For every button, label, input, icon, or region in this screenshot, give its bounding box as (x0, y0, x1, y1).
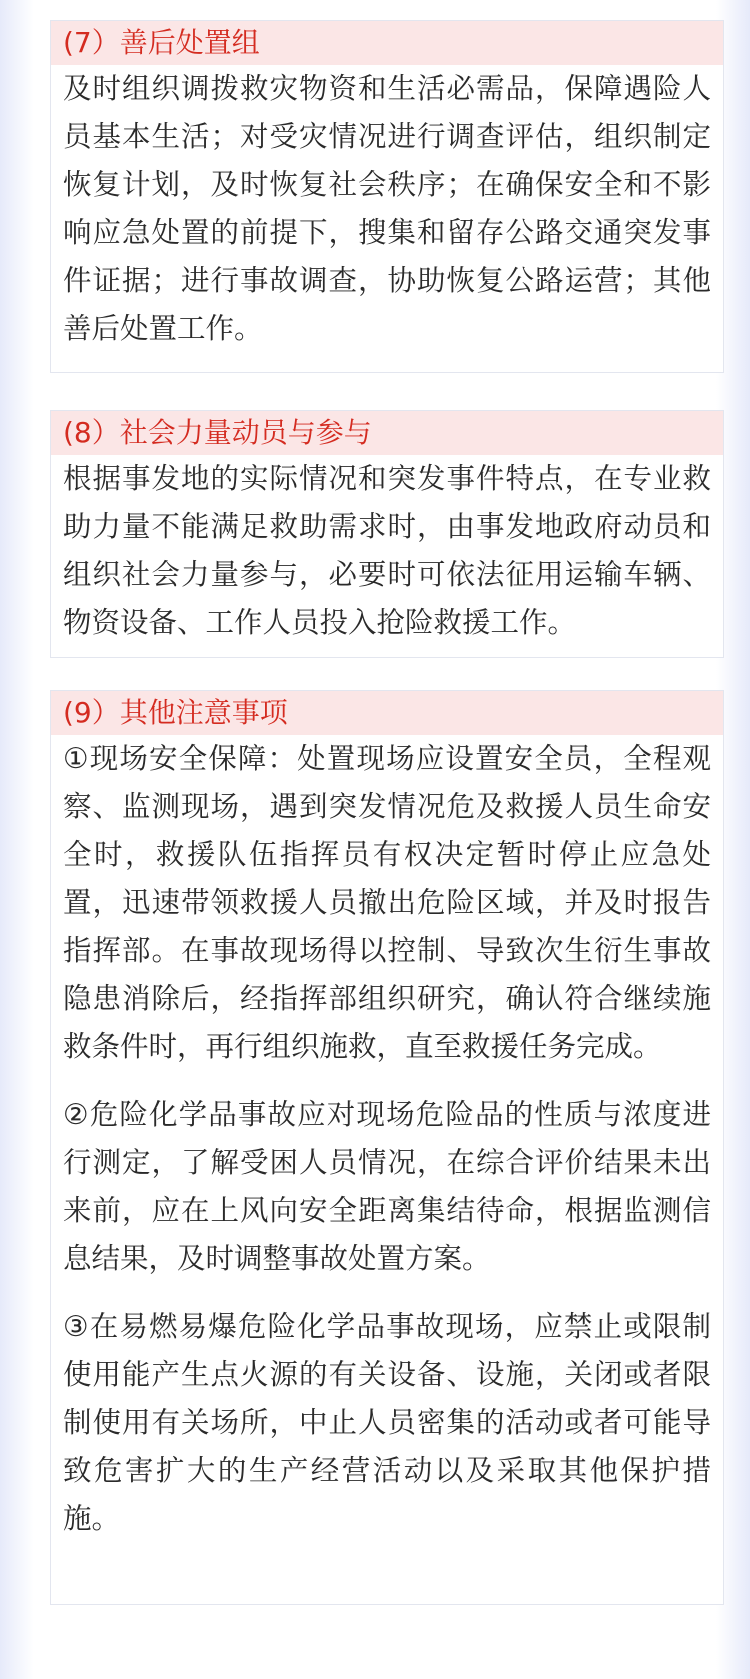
section-heading: (9）其他注意事项 (51, 691, 723, 735)
section-other-notes (50, 690, 724, 1605)
section-aftermath-team (50, 20, 724, 373)
section-paragraph: 根据事发地的实际情况和突发事件特点，在专业救助力量不能满足救助需求时，由事发地政府动员和组织社会力量参与，必要时可依法征用运输车辆、物资设备、工作人员投入抢险救援工作。 (63, 462, 711, 639)
section-heading: (7）善后处置组 (51, 21, 723, 65)
section-social-mobilization (50, 410, 724, 658)
note-paragraph-2: ②危险化学品事故应对现场危险品的性质与浓度进行测定，了解受困人员情况，在综合评价结果未出来前，应在上风向安全距离集结待命，根据监测信息结果，及时调整事故处置方案。 (63, 1098, 711, 1275)
note-paragraph-1: ①现场安全保障：处置现场应设置安全员，全程观察、监测现场，遇到突发情况危及救援人员生命安全时，救援队伍指挥员有权决定暂时停止应急处置，迅速带领救援人员撤出危险区域，并及时报告指挥部。在事故现场得以控制、导致次生衍生事故隐患消除后，经指挥部组织研究，确认符合继续施救条件时，再行组织施救，直至救援任务完成。 (63, 742, 711, 1063)
note-paragraph-3: ③在易燃易爆危险化学品事故现场，应禁止或限制使用能产生点火源的有关设备、设施，关闭或者限制使用有关场所，中止人员密集的活动或者可能导致危害扩大的生产经营活动以及采取其他保护措施。 (63, 1310, 711, 1535)
section-heading: (8）社会力量动员与参与 (51, 411, 723, 455)
section-paragraph: 及时组织调拨救灾物资和生活必需品，保障遇险人员基本生活；对受灾情况进行调查评估，组织制定恢复计划，及时恢复社会秩序；在确保安全和不影响应急处置的前提下，搜集和留存公路交通突发事件证据；进行事故调查，协助恢复公路运营；其他善后处置工作。 (63, 72, 711, 345)
